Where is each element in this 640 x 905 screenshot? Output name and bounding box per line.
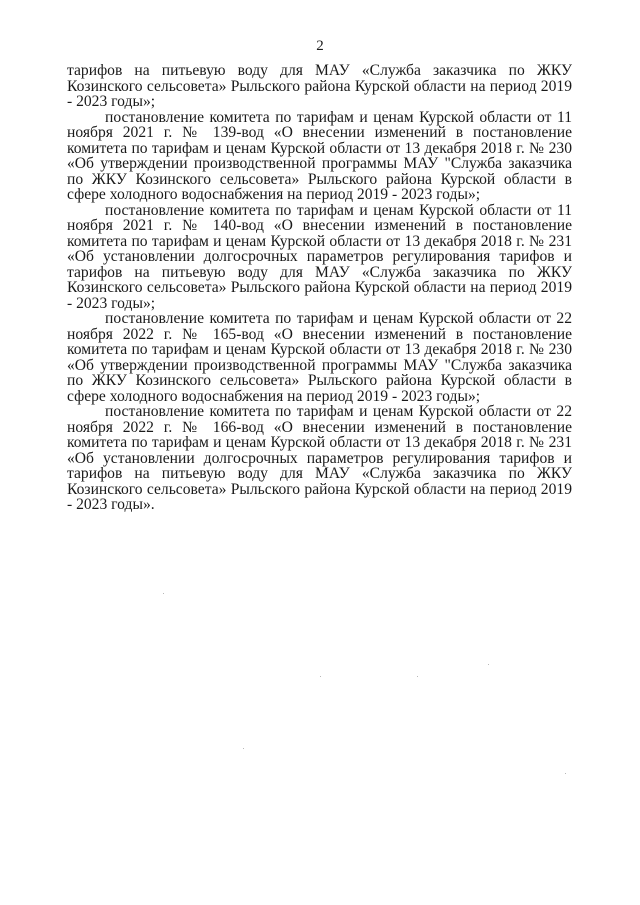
scan-speck xyxy=(488,664,489,665)
scan-speck xyxy=(417,676,418,677)
paragraph-resolution-166: постановление комитета по тарифам и ценам Курской области от 22 ноября 2022 г. № 166-вод «О внесении изменений в постановление комитета по тарифам и ценам Курской области от 13 декабря 2018 г. № 231 «Об установлении долгосрочных параметров регулирования тарифов и тарифов на питьевую воду для МАУ «Служба заказчика по ЖКУ Козинского сельсовета» Рыльского района Курской области на период 2019 - 2023 годы». xyxy=(67,403,572,513)
paragraph-resolution-165: постановление комитета по тарифам и ценам Курской области от 22 ноября 2022 г. № 165-вод «О внесении изменений в постановление комитета по тарифам и ценам Курской области от 13 декабря 2018 г. № 230 «Об утверждении производственной программы МАУ "Служба заказчика по ЖКУ Козинского сельсовета» Рыльского района Курской области в сфере холодного водоснабжения на период 2019 - 2023 годы»; xyxy=(67,310,572,405)
scan-speck xyxy=(243,748,244,749)
page-number: 2 xyxy=(316,38,324,54)
paragraph-resolution-140: постановление комитета по тарифам и ценам Курской области от 11 ноября 2021 г. № 140-вод «О внесении изменений в постановление комитета по тарифам и ценам Курской области от 13 декабря 2018 г. № 231 «Об установлении долгосрочных параметров регулирования тарифов и тарифов на питьевую воду для МАУ «Служба заказчика по ЖКУ Козинского сельсовета» Рыльского района Курской области на период 2019 - 2023 годы»; xyxy=(67,201,572,312)
scan-speck xyxy=(565,773,566,774)
paragraph-continuation: тарифов на питьевую воду для МАУ «Служба заказчика по ЖКУ Козинского сельсовета» Рыльского района Курской области на период 2019 - 2023 годы»; xyxy=(67,62,572,110)
scan-speck xyxy=(163,593,164,594)
paragraph-resolution-139: постановление комитета по тарифам и ценам Курской области от 11 ноября 2021 г. № 139-вод «О внесении изменений в постановление комитета по тарифам и ценам Курской области от 13 декабря 2018 г. № 230 «Об утверждении производственной программы МАУ "Служба заказчика по ЖКУ Козинского сельсовета» Рыльского района Курской области в сфере холодного водоснабжения на период 2019 - 2023 годы»; xyxy=(67,108,572,203)
scan-speck xyxy=(320,676,321,677)
document-body xyxy=(67,63,572,513)
